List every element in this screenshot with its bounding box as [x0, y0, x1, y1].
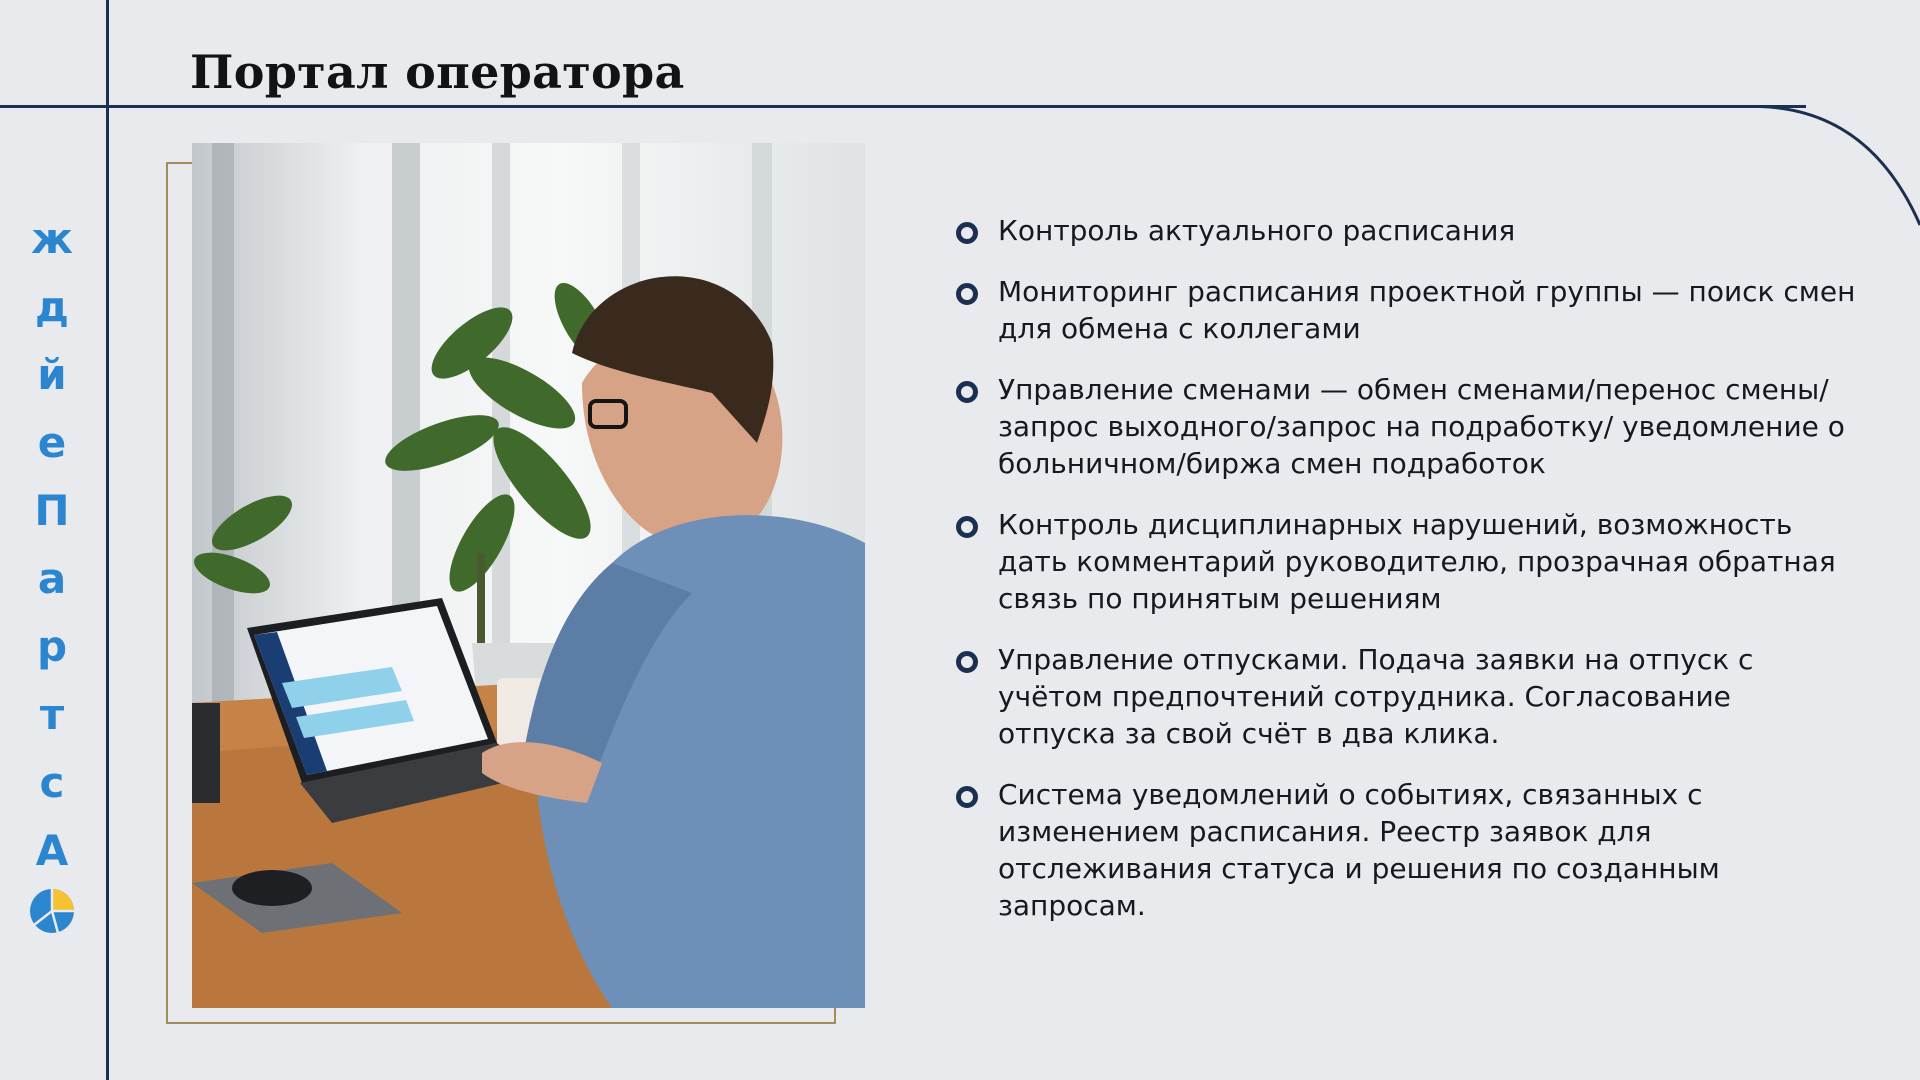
list-item	[956, 212, 1856, 249]
brand-letter: р	[36, 622, 68, 671]
bullet-icon	[956, 651, 978, 673]
list-item	[956, 641, 1856, 752]
brand-letter: ж	[31, 214, 73, 263]
brand-letter: а	[37, 554, 67, 603]
list-item-text: Контроль актуального расписания	[998, 214, 1516, 247]
bullet-icon	[956, 516, 978, 538]
list-item	[956, 506, 1856, 617]
brand-letter: с	[39, 758, 65, 807]
list-item	[956, 273, 1856, 347]
vertical-divider	[106, 0, 109, 1080]
brand-letter: д	[35, 282, 69, 331]
list-item	[956, 371, 1856, 482]
list-item-text: Система уведомлений о событиях, связанных с изменением расписания. Реестр заявок для отслеживания статуса и решения по созданным запросам.	[998, 778, 1720, 922]
pie-logo-icon	[28, 887, 76, 935]
brand-sidebar	[24, 205, 80, 935]
list-item-text: Контроль дисциплинарных нарушений, возможность дать комментарий руководителю, прозрачная обратная связь по принятым решениям	[998, 508, 1836, 615]
brand-wordmark	[31, 205, 73, 885]
brand-letter: П	[34, 486, 70, 535]
bullet-icon	[956, 786, 978, 808]
bullet-icon	[956, 283, 978, 305]
brand-letter: й	[37, 350, 67, 399]
list-item-text: Мониторинг расписания проектной группы — поиск смен для обмена с коллегами	[998, 275, 1856, 345]
list-item	[956, 776, 1856, 924]
feature-list	[956, 212, 1856, 948]
brand-letter: А	[35, 826, 69, 875]
bullet-icon	[956, 381, 978, 403]
list-item-text: Управление сменами — обмен сменами/перенос смены/запрос выходного/запрос на подработку/ уведомление о больничном/биржа смен подработок	[998, 373, 1845, 480]
bullet-icon	[956, 222, 978, 244]
photo-man-working-laptop	[192, 143, 865, 1008]
list-item-text: Управление отпусками. Подача заявки на отпуск с учётом предпочтений сотрудника. Согласование отпуска за свой счёт в два клика.	[998, 643, 1754, 750]
page-title: Портал оператора	[190, 45, 685, 99]
brand-letter: т	[39, 690, 65, 739]
brand-letter: е	[37, 418, 67, 467]
horizontal-divider	[0, 105, 1806, 108]
